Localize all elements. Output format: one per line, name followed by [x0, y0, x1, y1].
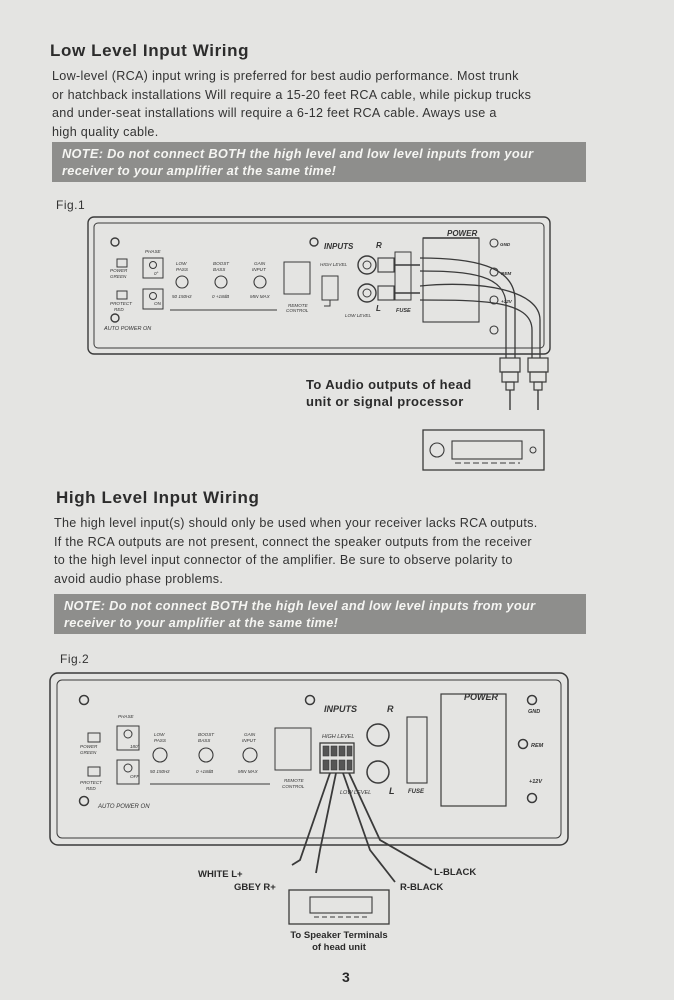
r-black-label: R-BLACK [400, 882, 444, 893]
caption-line: unit or signal processor [306, 394, 464, 409]
mount-hole-icon [528, 696, 537, 705]
para-line: and under-seat installations will require a 6-12 feet RCA cable. Aways use a [52, 106, 497, 120]
inputs-label: INPUTS [324, 704, 358, 714]
off-label: OFF [130, 774, 140, 779]
inputs-label: INPUTS [324, 242, 354, 251]
fig2-diagram [0, 660, 674, 960]
head-unit-icon [289, 890, 389, 924]
fig2-caption [284, 930, 394, 954]
mount-hole-icon [519, 740, 528, 749]
red-label: RED [86, 786, 96, 791]
power-terminal-block [441, 694, 506, 806]
low-level-heading: Low Level Input Wiring [50, 41, 250, 60]
note-box-2 [54, 594, 586, 634]
high-level-paragraph [54, 514, 538, 588]
mount-hole-icon [310, 238, 318, 246]
para-line: avoid audio phase problems. [54, 571, 224, 586]
white-l-plus-label: WHITE L+ [198, 869, 243, 880]
boost-label: BOOST [198, 732, 215, 737]
grey-r-plus-label: GBEY R+ [234, 882, 276, 893]
low-level-label: LOW LEVEL [340, 790, 372, 796]
rca-l-jack-icon [367, 761, 389, 783]
12v-label: +12V [529, 779, 542, 785]
high-level-connector-icon [322, 276, 338, 300]
l-label: L [376, 304, 381, 313]
fig2-label: Fig.2 [60, 652, 90, 666]
low-pass-knob-icon [153, 748, 167, 762]
12v-label: +12V [501, 299, 512, 304]
protect-label: PROTECT [110, 301, 132, 306]
low-pass-knob-icon [176, 276, 188, 288]
gain-range: MIN MAX [238, 769, 258, 774]
power-terminal-block [423, 238, 479, 322]
gain-label: GAIN [254, 261, 266, 266]
head-unit-icon [423, 430, 544, 470]
note-line: NOTE: Do not connect BOTH the high level and low level inputs from your [64, 598, 536, 613]
boost-range: 0 +18dB [196, 769, 214, 774]
remote-port-icon [275, 728, 311, 770]
phase-label: PHASE [145, 249, 161, 254]
power-led-icon [88, 733, 100, 742]
low-level-label: LOW LEVEL [345, 313, 372, 318]
high-level-label: HIGH LEVEL [322, 734, 355, 740]
phase-label: PHASE [118, 714, 134, 719]
power-label: POWER [80, 744, 98, 749]
mount-hole-icon [80, 797, 89, 806]
protect-led-icon [117, 291, 127, 299]
para-line: If the RCA outputs are not present, connect the speaker outputs from the receiver [54, 534, 532, 549]
gnd-label: GND [528, 709, 541, 715]
protect-led-icon [88, 767, 100, 776]
caption-line: of head unit [312, 942, 366, 953]
caption-line: To Audio outputs of head [306, 377, 472, 392]
boost-range: 0 +18dB [212, 294, 230, 299]
power-block-label: POWER [447, 229, 478, 238]
fuse-label: FUSE [408, 789, 425, 795]
protect-label: PROTECT [80, 780, 102, 785]
power-block-label: POWER [464, 692, 499, 702]
gain-label: GAIN [244, 732, 256, 737]
rca-plug-icon [528, 358, 548, 372]
boost-bass-knob-icon [199, 748, 213, 762]
pass-label: PASS [176, 267, 188, 272]
remote-port-icon [284, 262, 310, 294]
green-label: GREEN [110, 274, 127, 279]
note-line: receiver to your amplifier at the same time! [64, 615, 339, 630]
fig1-label: Fig.1 [56, 198, 86, 212]
auto-power-on-label: AUTO POWER ON [98, 804, 150, 810]
green-label: GREEN [80, 750, 97, 755]
control-label: CONTROL [286, 308, 309, 313]
para-line: or hatchback installations Will require a 15-20 feet RCA cable, while pickup trucks [52, 87, 532, 102]
para-line: Low-level (RCA) input wring is preferred for best audio performance. Most trunk [52, 69, 519, 83]
l-label: L [389, 786, 395, 796]
low-pass-range: 50 150Hz [172, 294, 192, 299]
mount-hole-icon [111, 314, 119, 322]
caption-line: To Speaker Terminals [290, 930, 388, 941]
para-line: to the high level input connector of the amplifier. Be sure to observe polarity to [54, 553, 513, 567]
pass-label: PASS [154, 738, 166, 743]
remote-label: REMOTE [288, 303, 308, 308]
phase-180-label: 180° [130, 744, 140, 749]
rem-label: REM [501, 271, 512, 276]
mount-hole-icon [528, 794, 537, 803]
phase-0-label: 0° [154, 271, 159, 276]
rem-label: REM [531, 743, 544, 749]
auto-power-on-label: AUTO POWER ON [104, 326, 152, 332]
fig1-caption [306, 376, 472, 410]
on-label: ON [154, 301, 161, 306]
low-pass-range: 50 150Hz [150, 769, 170, 774]
mount-hole-icon [111, 238, 119, 246]
high-level-heading: High Level Input Wiring [56, 488, 260, 507]
note-line: NOTE: Do not connect BOTH the high level and low level inputs from your [62, 146, 534, 161]
r-label: R [376, 241, 382, 250]
bass-label: BASS [198, 738, 211, 743]
rca-l-jack-icon [358, 284, 376, 302]
rca-plug-icon [500, 358, 520, 372]
remote-label: REMOTE [284, 778, 304, 783]
l-black-label: L-BLACK [434, 867, 477, 878]
note-line: receiver to your amplifier at the same time! [62, 163, 337, 178]
red-label: RED [114, 307, 124, 312]
power-led-icon [117, 259, 127, 267]
mount-hole-icon [306, 696, 315, 705]
power-label: POWER [110, 268, 128, 273]
rca-r-jack-icon [367, 724, 389, 746]
mount-hole-icon [80, 696, 89, 705]
gain-knob-icon [243, 748, 257, 762]
gain-knob-icon [254, 276, 266, 288]
bass-label: BASS [213, 267, 226, 272]
boost-label: BOOST [213, 261, 230, 266]
low-label: LOW [154, 732, 165, 737]
gnd-label: GND [500, 242, 511, 247]
para-line: high quality cable. [52, 124, 159, 139]
high-level-label: HIGH LEVEL [320, 262, 348, 267]
fuse-icon [407, 717, 427, 783]
low-label: LOW [176, 261, 187, 266]
rca-r-jack-icon [358, 256, 376, 274]
input-label: INPUT [252, 267, 266, 272]
gain-range: MIN MAX [250, 294, 270, 299]
boost-bass-knob-icon [215, 276, 227, 288]
para-line: The high level input(s) should only be used when your receiver lacks RCA outputs. [54, 516, 538, 530]
r-label: R [387, 704, 394, 714]
input-label: INPUT [242, 738, 256, 743]
fuse-label: FUSE [396, 308, 411, 314]
control-label: CONTROL [282, 784, 305, 789]
page-number: 3 [342, 969, 350, 985]
